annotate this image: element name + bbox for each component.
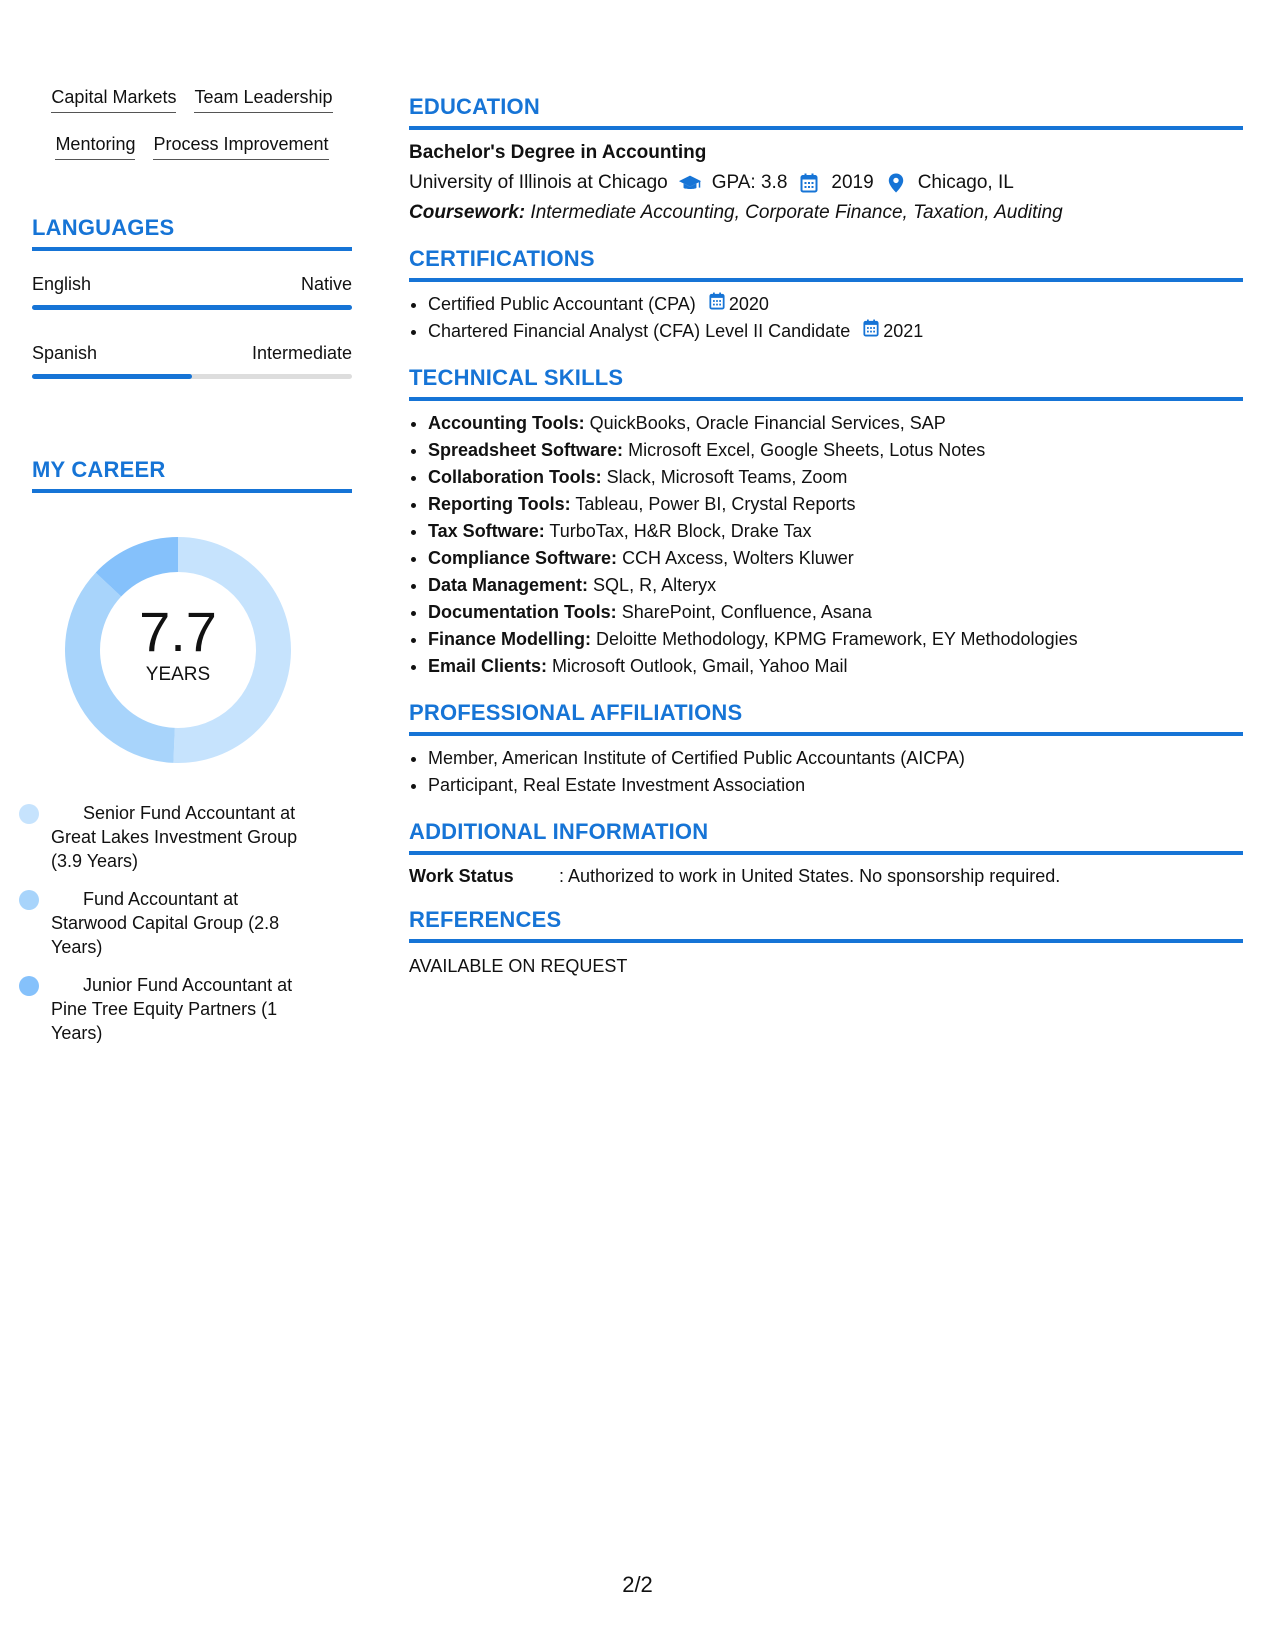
language-row (32, 273, 352, 310)
career-item (51, 973, 312, 1045)
technical-skill-item (428, 437, 1243, 464)
career-item-label: Senior Fund Accountant at Great Lakes Investment Group (3.9 Years) (51, 803, 298, 871)
affiliations-list (409, 745, 1243, 799)
skill-values: Tableau, Power BI, Crystal Reports (575, 494, 856, 514)
technical-skills-section (409, 365, 1243, 680)
map-pin-icon (884, 173, 908, 193)
graduation-cap-icon (678, 173, 702, 193)
skill-category: Reporting Tools: (428, 494, 571, 514)
right-column (409, 94, 1243, 997)
certifications-list (409, 291, 1243, 345)
skill-tag: Team Leadership (194, 86, 332, 113)
skill-tags (32, 86, 352, 160)
additional-info-section (409, 819, 1243, 887)
education-degree: Bachelor's Degree in Accounting (409, 142, 707, 163)
career-item (51, 801, 312, 873)
career-color-dot (19, 890, 39, 910)
career-total-value: 7.7 (139, 600, 217, 663)
work-status-label: Work Status (409, 866, 514, 886)
certification-name: Certified Public Accountant (CPA) (428, 294, 696, 314)
technical-skill-item (428, 653, 1243, 680)
references-section (409, 907, 1243, 977)
education-location: Chicago, IL (917, 172, 1014, 193)
language-bar (32, 374, 352, 379)
languages-heading: LANGUAGES (32, 215, 352, 251)
skill-category: Documentation Tools: (428, 602, 617, 622)
skill-category: Collaboration Tools: (428, 467, 602, 487)
career-heading: MY CAREER (32, 457, 352, 493)
career-item (51, 887, 312, 959)
left-column (32, 86, 352, 1059)
technical-skill-item (428, 572, 1243, 599)
language-level: Intermediate (251, 343, 352, 363)
education-school: University of Illinois at Chicago (409, 172, 668, 193)
career-donut-chart (65, 537, 291, 763)
technical-skills-heading: TECHNICAL SKILLS (409, 365, 1243, 401)
technical-skill-item (428, 410, 1243, 437)
calendar-icon (709, 291, 725, 318)
coursework-label: Coursework: (409, 202, 526, 223)
affiliation-item: • Participant, Real Estate Investment Association (428, 772, 1243, 799)
certification-year: 2020 (728, 294, 769, 314)
career-color-dot (19, 804, 39, 824)
skill-values: Microsoft Excel, Google Sheets, Lotus Notes (628, 440, 986, 460)
skill-category: Data Management: (428, 575, 589, 595)
certification-year: 2021 (883, 321, 924, 341)
skill-values: QuickBooks, Oracle Financial Services, SAP (589, 413, 946, 433)
language-row (32, 342, 352, 379)
additional-info-heading: ADDITIONAL INFORMATION (409, 819, 1243, 855)
skill-values: TurboTax, H&R Block, Drake Tax (549, 521, 812, 541)
calendar-icon (863, 318, 879, 345)
language-bar-fill (32, 374, 192, 379)
technical-skill-item (428, 464, 1243, 491)
skill-values: SQL, R, Alteryx (593, 575, 717, 595)
certification-item (428, 291, 1243, 318)
education-section (409, 94, 1243, 226)
skill-values: CCH Axcess, Wolters Kluwer (622, 548, 854, 568)
language-name: English (32, 274, 92, 294)
affiliations-section (409, 700, 1243, 799)
technical-skill-item (428, 599, 1243, 626)
work-status-value: : Authorized to work in United States. No sponsorship required. (559, 866, 1061, 886)
languages-section (32, 215, 352, 379)
career-color-dot (19, 976, 39, 996)
certification-item (428, 318, 1243, 345)
certifications-section (409, 246, 1243, 345)
technical-skill-item (428, 491, 1243, 518)
education-meta (409, 170, 1243, 196)
language-bar-fill (32, 305, 352, 310)
skill-tag: Capital Markets (51, 86, 176, 113)
skill-category: Email Clients: (428, 656, 548, 676)
technical-skill-item (428, 545, 1243, 572)
affiliation-item: • Member, American Institute of Certified Public Accountants (AICPA) (428, 745, 1243, 772)
work-status-row (409, 865, 1243, 887)
career-section (32, 457, 352, 1045)
education-coursework (409, 200, 1243, 226)
education-year: 2019 (831, 172, 874, 193)
skill-tag: Mentoring (55, 133, 135, 160)
education-heading: EDUCATION (409, 94, 1243, 130)
education-gpa: GPA: 3.8 (711, 172, 788, 193)
affiliations-heading: PROFESSIONAL AFFILIATIONS (409, 700, 1243, 736)
references-heading: REFERENCES (409, 907, 1243, 943)
career-item-label: Fund Accountant at Starwood Capital Group (2.8 Years) (51, 889, 280, 957)
skill-category: Tax Software: (428, 521, 545, 541)
calendar-icon (797, 173, 821, 193)
skill-values: Microsoft Outlook, Gmail, Yahoo Mail (552, 656, 848, 676)
skill-category: Finance Modelling: (428, 629, 592, 649)
career-list (32, 801, 312, 1045)
skill-category: Accounting Tools: (428, 413, 585, 433)
technical-skill-item (428, 626, 1243, 653)
skill-values: Slack, Microsoft Teams, Zoom (606, 467, 848, 487)
skill-category: Compliance Software: (428, 548, 618, 568)
career-total-unit: YEARS (145, 664, 211, 685)
skill-values: Deloitte Methodology, KPMG Framework, EY Methodologies (596, 629, 1078, 649)
language-name: Spanish (32, 343, 98, 363)
technical-skill-item (428, 518, 1243, 545)
certifications-heading: CERTIFICATIONS (409, 246, 1243, 282)
skill-tag: Process Improvement (153, 133, 328, 160)
certification-name: Chartered Financial Analyst (CFA) Level II Candidate (428, 321, 851, 341)
language-bar (32, 305, 352, 310)
skill-category: Spreadsheet Software: (428, 440, 624, 460)
language-level: Native (300, 274, 352, 294)
page-number: 2/2 (622, 1572, 653, 1597)
references-text: AVAILABLE ON REQUEST (409, 956, 628, 976)
skill-values: SharePoint, Confluence, Asana (621, 602, 872, 622)
coursework-value: Intermediate Accounting, Corporate Finance, Taxation, Auditing (530, 202, 1063, 223)
career-item-label: Junior Fund Accountant at Pine Tree Equity Partners (1 Years) (51, 975, 293, 1043)
technical-skills-list (409, 410, 1243, 680)
